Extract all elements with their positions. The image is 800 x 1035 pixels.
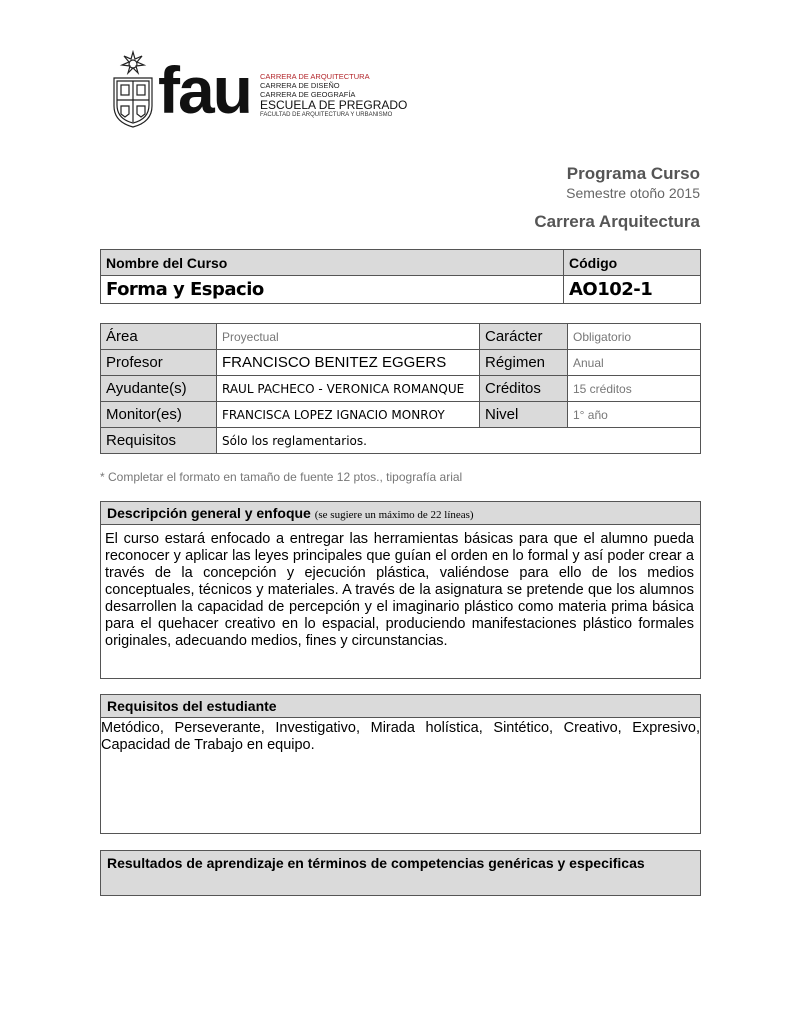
course-name-label: Nombre del Curso — [101, 250, 564, 276]
results-title: Resultados de aprendizaje en términos de competencias genéricas y especificas — [101, 851, 700, 895]
regimen-label: Régimen — [480, 350, 568, 376]
profesor-value: FRANCISCO BENITEZ EGGERS — [217, 350, 480, 376]
monitor-label: Monitor(es) — [101, 402, 217, 428]
caracter-value: Obligatorio — [568, 324, 701, 350]
logo-line-arquitectura: CARRERA DE ARQUITECTURA — [260, 72, 370, 81]
nivel-label: Nivel — [480, 402, 568, 428]
requirements-body: Metódico, Perseverante, Investigativo, Mirada holística, Sintético, Creativo, Expresivo, Capacidad de Trabajo en equipo. — [101, 720, 700, 753]
requirements-title: Requisitos del estudiante — [101, 695, 700, 718]
career: Carrera Arquitectura — [534, 212, 700, 231]
logo-wordmark: fau — [158, 53, 251, 127]
area-label: Área — [101, 324, 217, 350]
profesor-label: Profesor — [101, 350, 217, 376]
format-note: * Completar el formato en tamaño de fuente 12 ptos., tipografía arial — [100, 470, 463, 484]
creditos-label: Créditos — [480, 376, 568, 402]
info-table — [100, 323, 701, 454]
requirements-section — [100, 694, 701, 834]
faculty-logo — [110, 50, 410, 130]
description-body: El curso estará enfocado a entregar las herramientas básicas para que el alumno pueda reconocer y aplicar las leyes principales que guían el orden en lo formal y así poder crear a través de la concepción y ejecución plástica, valiéndose para ello de los medios conceptuales, técnicos y materiales. A través de la asignatura se pretende que los alumnos desarrollen la capacidad de percepción y el imaginario plástico como materia prima básica para el quehacer creativo en lo espacial, produciendo manifestaciones plástico formales originales, adecuando medios, fines y circunstancias. — [105, 531, 694, 649]
ayudante-value: RAUL PACHECO - VERONICA ROMANQUE — [217, 376, 480, 402]
course-code-label: Código — [564, 250, 701, 276]
ayudante-label: Ayudante(s) — [101, 376, 217, 402]
regimen-value: Anual — [568, 350, 701, 376]
course-table — [100, 249, 701, 304]
caracter-label: Carácter — [480, 324, 568, 350]
logo-text — [260, 72, 407, 119]
requisitos-label: Requisitos — [101, 428, 217, 454]
page-title: Programa Curso — [566, 164, 700, 183]
logo-faculty: FACULTAD DE ARQUITECTURA Y URBANISMO — [260, 112, 393, 118]
nivel-value: 1° año — [568, 402, 701, 428]
monitor-value: FRANCISCA LOPEZ IGNACIO MONROY — [217, 402, 480, 428]
description-title: Descripción general y enfoque — [107, 505, 311, 521]
course-code: AO102-1 — [564, 276, 701, 304]
description-header — [101, 502, 700, 525]
course-name: Forma y Espacio — [101, 276, 564, 304]
area-value: Proyectual — [217, 324, 480, 350]
results-section — [100, 850, 701, 896]
logo-line-geografia: CARRERA DE GEOGRAFÍA — [260, 90, 356, 99]
logo-line-diseno: CARRERA DE DISEÑO — [260, 81, 340, 90]
description-hint: (se sugiere un máximo de 22 líneas) — [314, 509, 474, 521]
university-seal-icon — [110, 50, 156, 128]
creditos-value: 15 créditos — [568, 376, 701, 402]
title-block — [534, 163, 700, 233]
requisitos-value: Sólo los reglamentarios. — [217, 428, 701, 454]
logo-school: ESCUELA DE PREGRADO — [260, 98, 408, 112]
semester: Semestre otoño 2015 — [566, 185, 700, 201]
description-section — [100, 501, 701, 679]
